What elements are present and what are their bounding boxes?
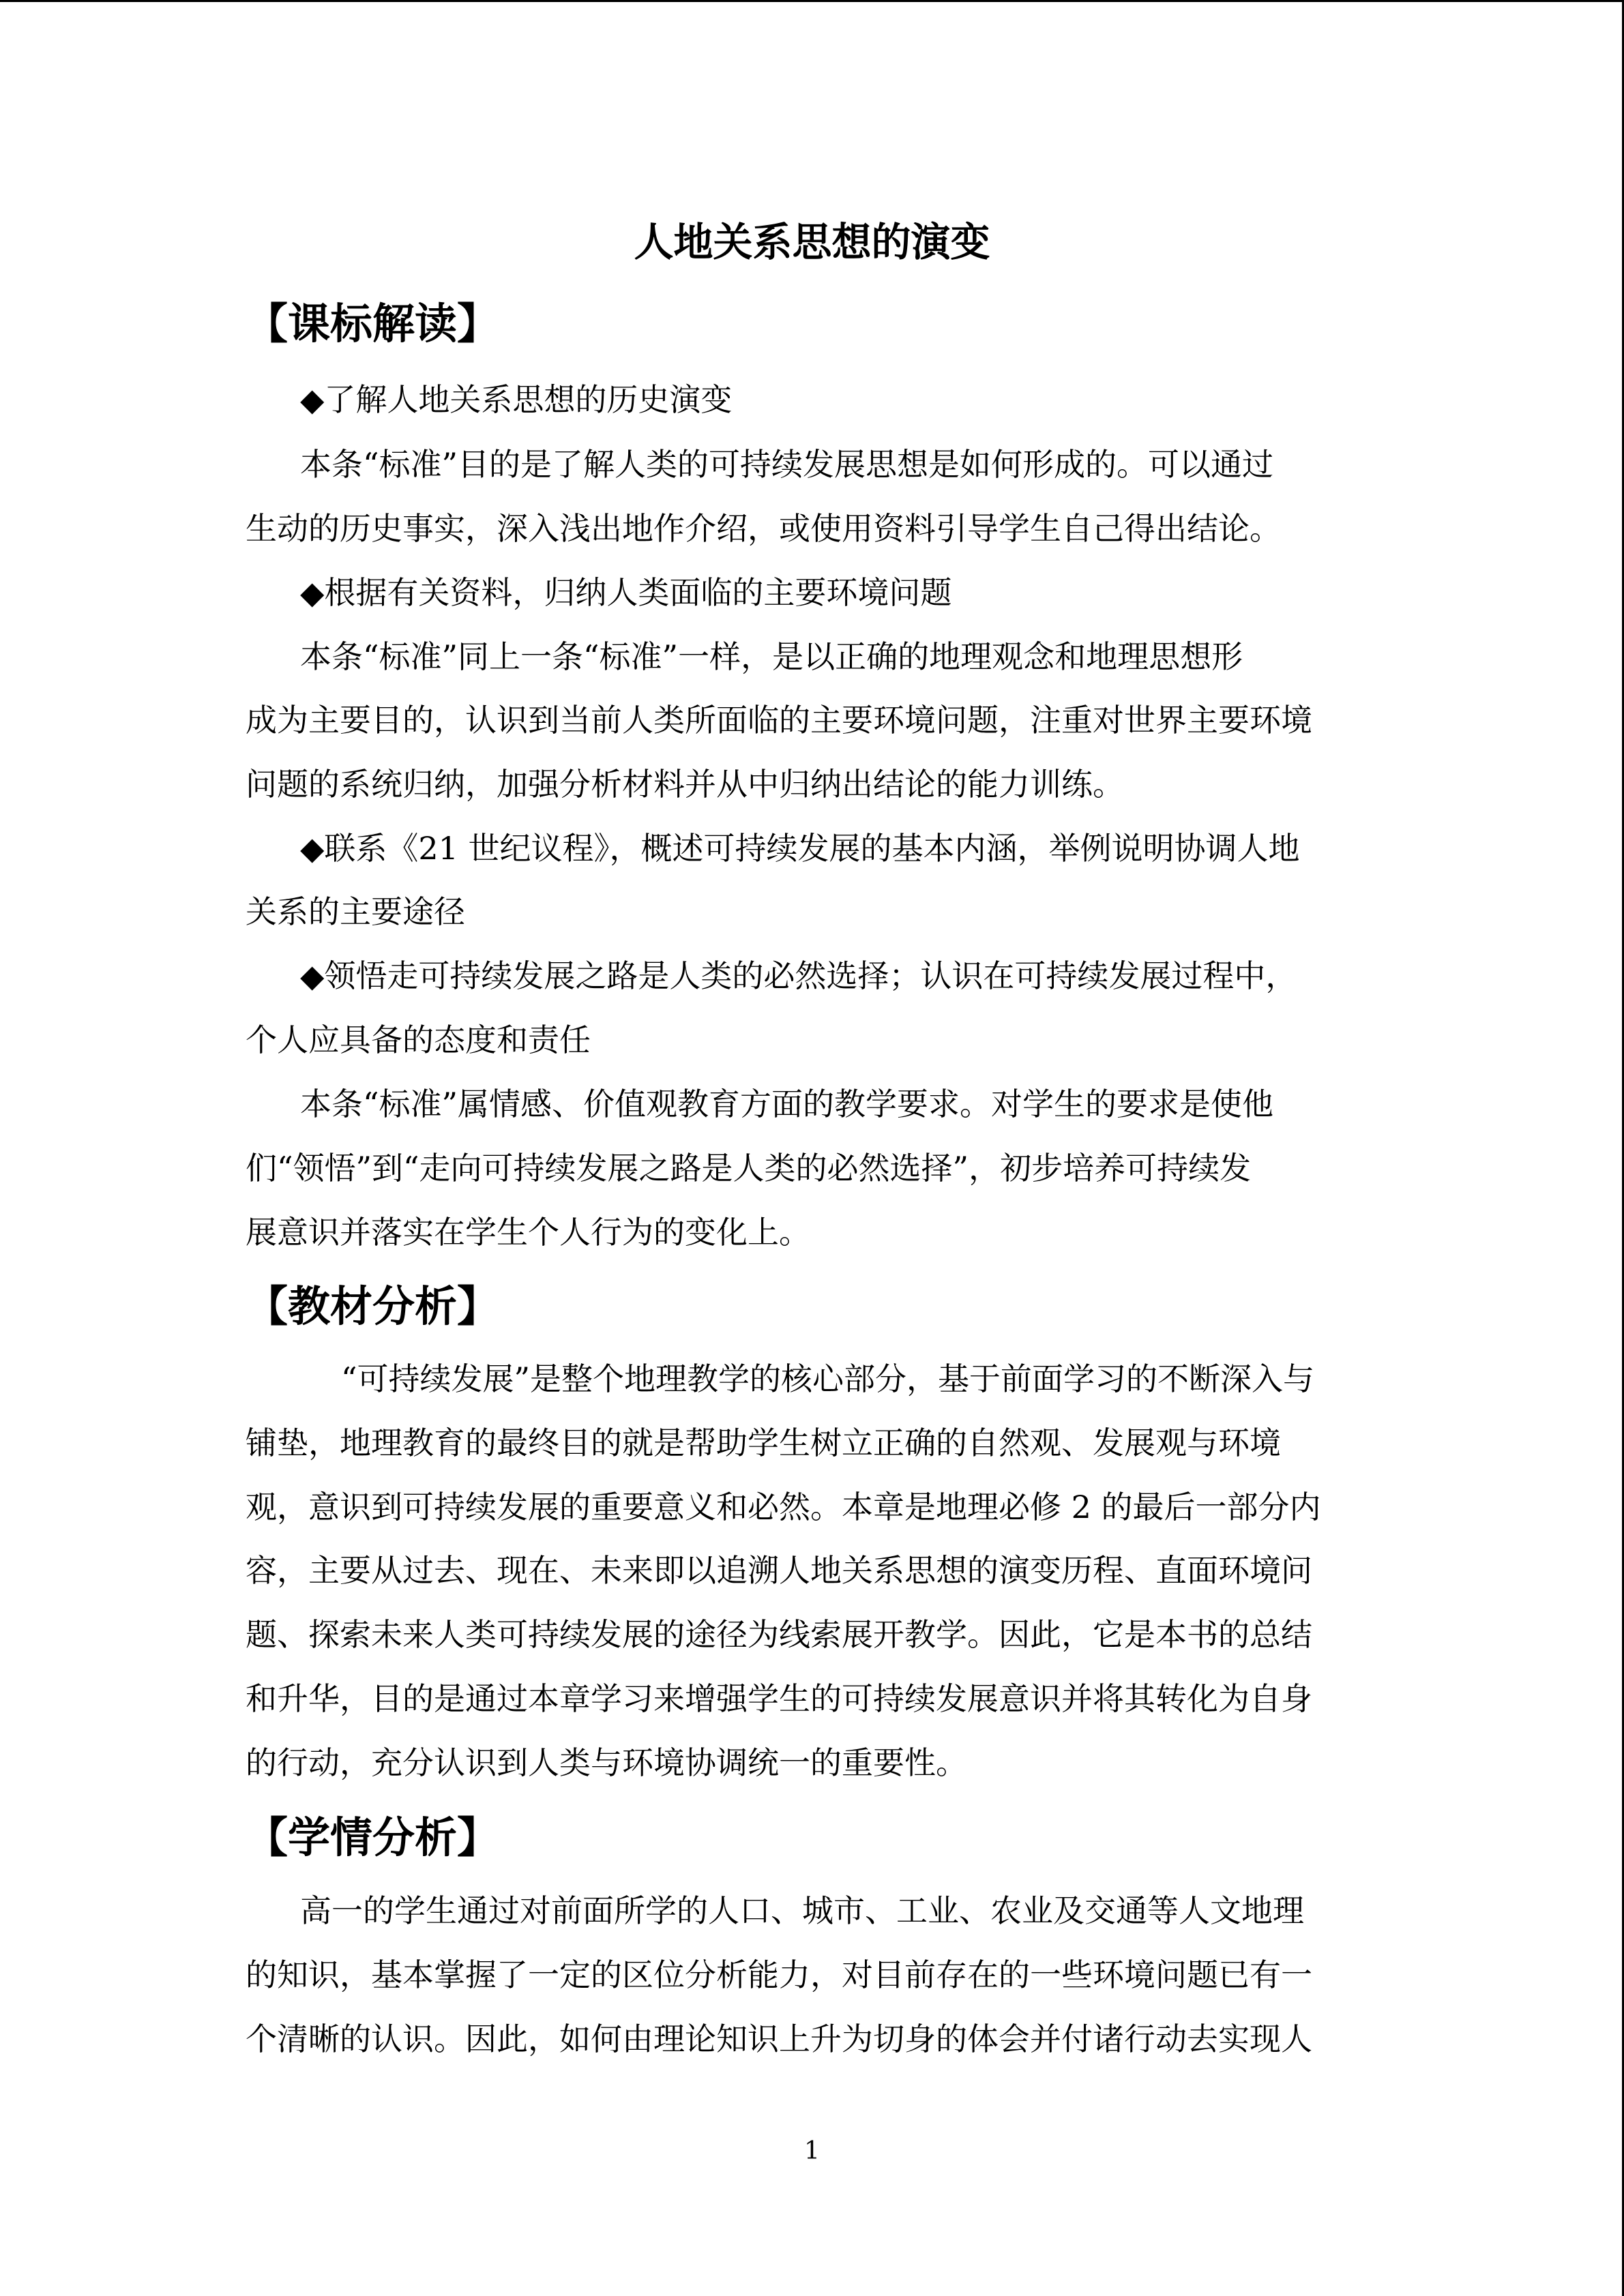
- page-title: 人地关系思想的演变: [634, 219, 990, 265]
- paragraph-line: 本条“标准”属情感、价值观教育方面的教学要求。对学生的要求是使他: [300, 1086, 1274, 1122]
- paragraph-line: ◆领悟走可持续发展之路是人类的必然选择；认识在可持续发展过程中，: [300, 957, 1297, 994]
- paragraph-line: 高一的学生通过对前面所学的人口、城市、工业、农业及交通等人文地理: [300, 1892, 1304, 1929]
- paragraph-line: 题、探索未来人类可持续发展的途径为线索展开教学。因此，它是本书的总结: [246, 1616, 1312, 1653]
- paragraph-line: 铺垫，地理教育的最终目的就是帮助学生树立正确的自然观、发展观与环境: [246, 1425, 1281, 1461]
- paragraph-line: 观，意识到可持续发展的重要意义和必然。本章是地理必修 2 的最后一部分内: [246, 1489, 1321, 1525]
- paragraph-line: 个清晰的认识。因此，如何由理论知识上升为切身的体会并付诸行动去实现人: [246, 2021, 1312, 2057]
- paragraph-line: 本条“标准”目的是了解人类的可持续发展思想是如何形成的。可以通过: [300, 446, 1274, 483]
- section-heading-xueqing: 【学情分析】: [246, 1813, 500, 1862]
- paragraph-line: 们“领悟”到“走向可持续发展之路是人类的必然选择”，初步培养可持续发: [246, 1150, 1252, 1187]
- paragraph-line: 的行动，充分认识到人类与环境协调统一的重要性。: [246, 1744, 967, 1781]
- paragraph-line: 成为主要目的，认识到当前人类所面临的主要环境问题，注重对世界主要环境: [246, 702, 1312, 739]
- paragraph-line: 生动的历史事实，深入浅出地作介绍，或使用资料引导学生自己得出结论。: [246, 510, 1281, 547]
- paragraph-line: 个人应具备的态度和责任: [246, 1022, 591, 1058]
- paragraph-line: ◆联系《21 世纪议程》，概述可持续发展的基本内涵，举例说明协调人地: [300, 830, 1300, 867]
- paragraph-line: ◆了解人地关系思想的历史演变: [300, 381, 733, 418]
- paragraph-line: 和升华，目的是通过本章学习来增强学生的可持续发展意识并将其转化为自身: [246, 1680, 1312, 1717]
- paragraph-line: ◆根据有关资料，归纳人类面临的主要环境问题: [300, 574, 952, 611]
- paragraph-line: 的知识，基本掌握了一定的区位分析能力，对目前存在的一些环境问题已有一: [246, 1956, 1312, 1993]
- section-heading-kebiao: 【课标解读】: [246, 299, 500, 348]
- paragraph-line: 本条“标准”同上一条“标准”一样，是以正确的地理观念和地理思想形: [300, 638, 1243, 675]
- paragraph-line: 容，主要从过去、现在、未来即以追溯人地关系思想的演变历程、直面环境问: [246, 1552, 1312, 1589]
- paragraph-line: 展意识并落实在学生个人行为的变化上。: [246, 1214, 810, 1251]
- paragraph-line: “可持续发展”是整个地理教学的核心部分，基于前面学习的不断深入与: [341, 1360, 1315, 1397]
- paragraph-line: 问题的系统归纳，加强分析材料并从中归纳出结论的能力训练。: [246, 766, 1124, 803]
- section-heading-jiaocai: 【教材分析】: [246, 1281, 500, 1331]
- paragraph-line: 关系的主要途径: [246, 893, 465, 930]
- page-number: 1: [804, 2137, 820, 2165]
